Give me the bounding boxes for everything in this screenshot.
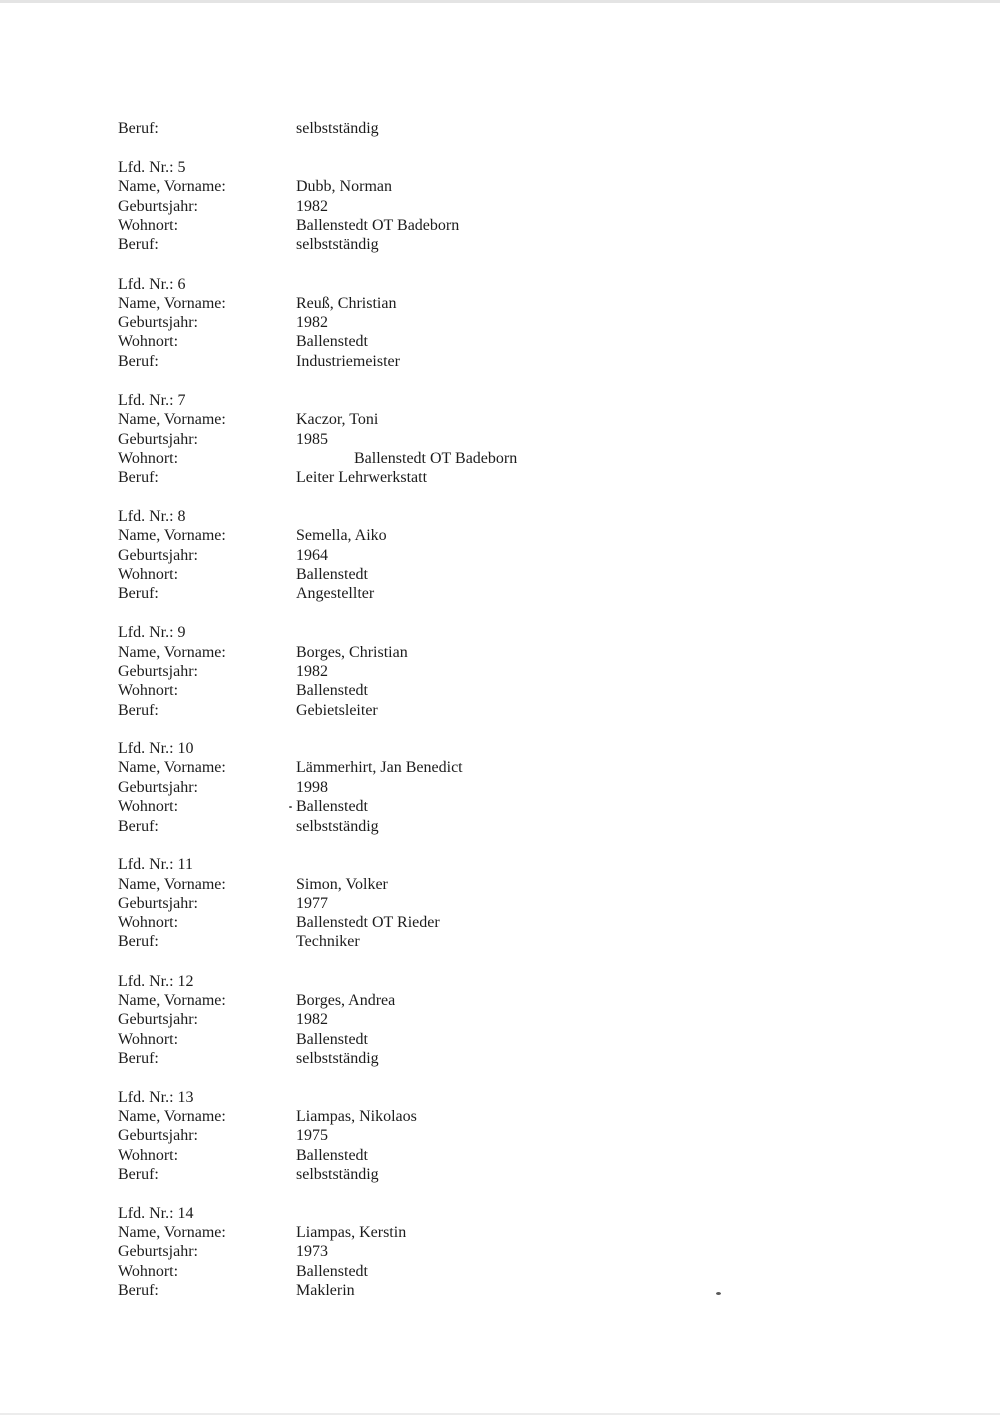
residence-row <box>118 216 818 236</box>
entry-number-row <box>118 855 818 875</box>
birth-year-row <box>118 197 818 217</box>
name-label: Name, Vorname: <box>118 1224 226 1241</box>
birth-year-value: 1977 <box>296 895 328 912</box>
entry-number-row <box>118 507 818 527</box>
birth-year-label: Geburtsjahr: <box>118 663 198 680</box>
residence-value: Ballenstedt OT Badeborn <box>296 217 460 234</box>
job-label: Beruf: <box>118 585 159 602</box>
residence-value: Ballenstedt <box>296 1031 368 1048</box>
entry-number: Lfd. Nr.: 7 <box>118 392 186 409</box>
name-value: Borges, Andrea <box>296 992 396 1009</box>
residence-value: Ballenstedt <box>296 682 368 699</box>
residence-row <box>118 565 818 585</box>
birth-year-row <box>118 313 818 333</box>
birth-year-row <box>118 778 818 798</box>
birth-year-label: Geburtsjahr: <box>118 314 198 331</box>
birth-year-label: Geburtsjahr: <box>118 1011 198 1028</box>
entry-number: Lfd. Nr.: 10 <box>118 740 194 757</box>
birth-year-row <box>118 1010 818 1030</box>
entry-number: Lfd. Nr.: 8 <box>118 508 186 525</box>
job-row <box>118 352 818 372</box>
residence-value: Ballenstedt <box>296 333 368 350</box>
birth-year-row <box>118 1126 818 1146</box>
job-value: selbstständig <box>296 120 379 137</box>
job-label: Beruf: <box>118 120 159 137</box>
name-value: Borges, Christian <box>296 644 408 661</box>
entry-number: Lfd. Nr.: 12 <box>118 973 194 990</box>
name-value: Lämmerhirt, Jan Benedict <box>296 759 463 776</box>
job-value: Leiter Lehrwerkstatt <box>296 469 428 486</box>
entry-number: Lfd. Nr.: 5 <box>118 159 186 176</box>
entry-4-job-row <box>118 119 818 139</box>
job-value: Angestellter <box>296 585 375 602</box>
name-value: Semella, Aiko <box>296 527 387 544</box>
name-label: Name, Vorname: <box>118 295 226 312</box>
name-value: Simon, Volker <box>296 876 388 893</box>
name-label: Name, Vorname: <box>118 178 226 195</box>
job-row <box>118 1165 818 1185</box>
residence-value: Ballenstedt <box>296 566 368 583</box>
entry-number: Lfd. Nr.: 9 <box>118 624 186 641</box>
name-label: Name, Vorname: <box>118 411 226 428</box>
residence-label: Wohnort: <box>118 914 179 931</box>
residence-row <box>118 681 818 701</box>
residence-row <box>118 1262 818 1282</box>
residence-value: Ballenstedt OT Badeborn <box>354 450 518 467</box>
job-value: Industriemeister <box>296 353 400 370</box>
job-label: Beruf: <box>118 818 159 835</box>
entry-number-row <box>118 972 818 992</box>
name-value: Liampas, Kerstin <box>296 1224 407 1241</box>
birth-year-label: Geburtsjahr: <box>118 547 198 564</box>
birth-year-value: 1964 <box>296 547 328 564</box>
name-label: Name, Vorname: <box>118 1108 226 1125</box>
entry-number-row <box>118 1088 818 1108</box>
name-label: Name, Vorname: <box>118 644 226 661</box>
residence-label: Wohnort: <box>118 566 179 583</box>
residence-row <box>118 332 818 352</box>
job-row <box>118 235 818 255</box>
residence-label: Wohnort: <box>118 1031 179 1048</box>
entry-number-row <box>118 275 818 295</box>
entry-number-row <box>118 158 818 178</box>
scan-speck <box>289 806 292 808</box>
residence-value: Ballenstedt <box>296 1263 368 1280</box>
name-row <box>118 991 818 1011</box>
job-label: Beruf: <box>118 236 159 253</box>
birth-year-label: Geburtsjahr: <box>118 779 198 796</box>
birth-year-row <box>118 430 818 450</box>
job-row <box>118 584 818 604</box>
entry-number: Lfd. Nr.: 13 <box>118 1089 194 1106</box>
residence-label: Wohnort: <box>118 1147 179 1164</box>
residence-value: Ballenstedt <box>296 1147 368 1164</box>
job-value: selbstständig <box>296 1166 379 1183</box>
job-row <box>118 468 818 488</box>
job-value: selbstständig <box>296 1050 379 1067</box>
job-label: Beruf: <box>118 1166 159 1183</box>
job-value: selbstständig <box>296 236 379 253</box>
job-row <box>118 1281 818 1301</box>
name-row <box>118 758 818 778</box>
job-label: Beruf: <box>118 702 159 719</box>
birth-year-row <box>118 546 818 566</box>
entry-number-row <box>118 1204 818 1224</box>
name-row <box>118 177 818 197</box>
residence-row <box>118 449 818 469</box>
birth-year-label: Geburtsjahr: <box>118 1243 198 1260</box>
job-label: Beruf: <box>118 1050 159 1067</box>
name-label: Name, Vorname: <box>118 992 226 1009</box>
residence-row <box>118 913 818 933</box>
residence-label: Wohnort: <box>118 333 179 350</box>
job-row <box>118 701 818 721</box>
birth-year-label: Geburtsjahr: <box>118 198 198 215</box>
job-row <box>118 932 818 952</box>
entry-number-row <box>118 739 818 759</box>
name-value: Reuß, Christian <box>296 295 397 312</box>
name-label: Name, Vorname: <box>118 759 226 776</box>
name-value: Kaczor, Toni <box>296 411 379 428</box>
residence-row <box>118 1030 818 1050</box>
job-label: Beruf: <box>118 469 159 486</box>
job-value: Gebietsleiter <box>296 702 378 719</box>
name-value: Liampas, Nikolaos <box>296 1108 417 1125</box>
birth-year-label: Geburtsjahr: <box>118 1127 198 1144</box>
birth-year-value: 1982 <box>296 663 328 680</box>
birth-year-value: 1982 <box>296 198 328 215</box>
birth-year-row <box>118 894 818 914</box>
name-row <box>118 410 818 430</box>
name-row <box>118 526 818 546</box>
name-value: Dubb, Norman <box>296 178 392 195</box>
job-value: Techniker <box>296 933 360 950</box>
birth-year-value: 1985 <box>296 431 328 448</box>
residence-row <box>118 797 818 817</box>
job-value: Maklerin <box>296 1282 355 1299</box>
birth-year-value: 1982 <box>296 1011 328 1028</box>
name-row <box>118 294 818 314</box>
residence-label: Wohnort: <box>118 1263 179 1280</box>
birth-year-value: 1973 <box>296 1243 328 1260</box>
job-value: selbstständig <box>296 818 379 835</box>
job-label: Beruf: <box>118 933 159 950</box>
name-row <box>118 643 818 663</box>
residence-label: Wohnort: <box>118 682 179 699</box>
job-label: Beruf: <box>118 353 159 370</box>
residence-label: Wohnort: <box>118 798 179 815</box>
residence-row <box>118 1146 818 1166</box>
birth-year-value: 1975 <box>296 1127 328 1144</box>
birth-year-label: Geburtsjahr: <box>118 895 198 912</box>
birth-year-row <box>118 662 818 682</box>
entry-number-row <box>118 391 818 411</box>
residence-value: Ballenstedt <box>296 798 368 815</box>
birth-year-value: 1982 <box>296 314 328 331</box>
entry-number: Lfd. Nr.: 11 <box>118 856 193 873</box>
job-label: Beruf: <box>118 1282 159 1299</box>
name-label: Name, Vorname: <box>118 527 226 544</box>
entry-number: Lfd. Nr.: 6 <box>118 276 186 293</box>
job-row <box>118 1049 818 1069</box>
birth-year-label: Geburtsjahr: <box>118 431 198 448</box>
entry-number-row <box>118 623 818 643</box>
job-row <box>118 817 818 837</box>
name-row <box>118 875 818 895</box>
name-label: Name, Vorname: <box>118 876 226 893</box>
name-row <box>118 1107 818 1127</box>
residence-label: Wohnort: <box>118 217 179 234</box>
entry-number: Lfd. Nr.: 14 <box>118 1205 194 1222</box>
residence-value: Ballenstedt OT Rieder <box>296 914 440 931</box>
birth-year-value: 1998 <box>296 779 328 796</box>
scan-speck <box>716 1292 721 1295</box>
name-row <box>118 1223 818 1243</box>
birth-year-row <box>118 1242 818 1262</box>
residence-label: Wohnort: <box>118 450 179 467</box>
